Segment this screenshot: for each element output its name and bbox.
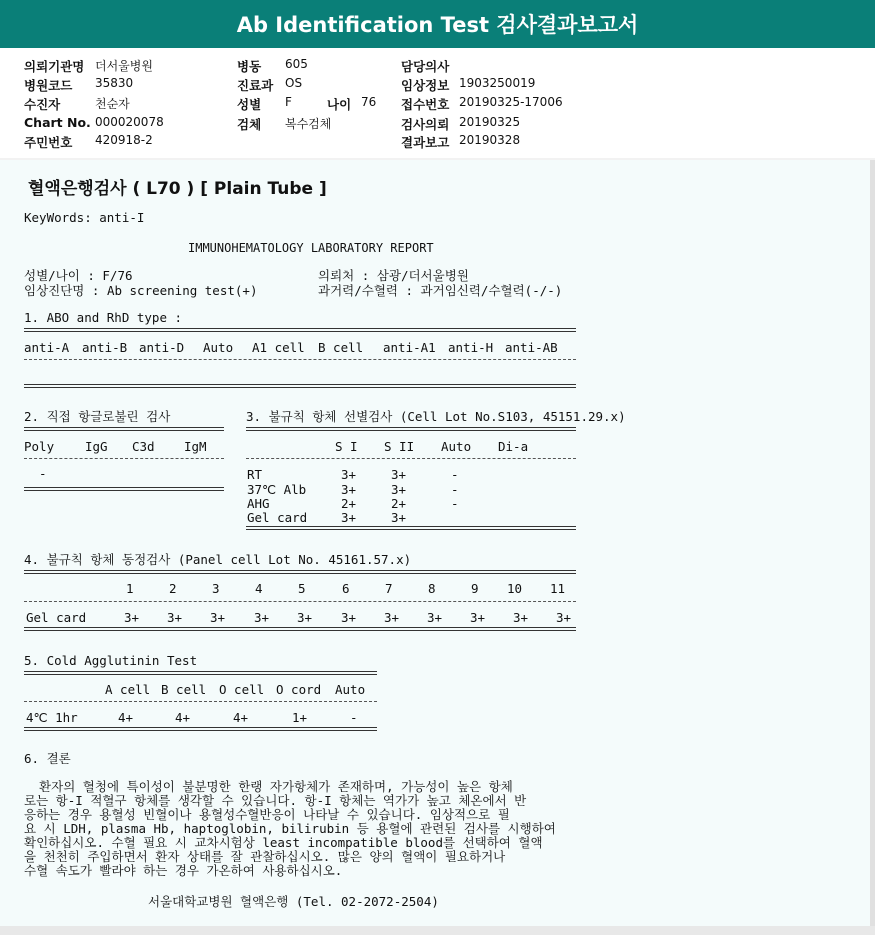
panel-value: 3+ bbox=[427, 610, 443, 625]
panel-row-label: Gel card bbox=[26, 610, 87, 625]
conclusion-line: 응하는 경우 용혈성 빈혈이나 용혈성수혈반응이 나타날 수 있습니다. 임상적으로 필 bbox=[24, 807, 510, 822]
panel-header: 4 bbox=[255, 581, 263, 596]
info-value: 420918-2 bbox=[95, 133, 153, 147]
report-header bbox=[0, 0, 875, 48]
abo-header: A1 cell bbox=[252, 340, 305, 355]
screen-value: - bbox=[451, 496, 459, 511]
info-value: 천순자 bbox=[95, 97, 130, 111]
abo-header: B cell bbox=[318, 340, 364, 355]
dat-header: C3d bbox=[132, 439, 155, 454]
clinical-diagnosis: 임상진단명 : Ab screening test(+) bbox=[24, 283, 258, 298]
cold-header: Auto bbox=[335, 682, 366, 697]
info-value: OS bbox=[285, 76, 303, 90]
dat-header: IgG bbox=[85, 439, 108, 454]
screen-value: 3+ bbox=[391, 467, 407, 482]
panel-header: 1 bbox=[126, 581, 134, 596]
panel-header: 8 bbox=[428, 581, 436, 596]
info-label: 주민번호 bbox=[24, 135, 73, 150]
info-label: 결과보고 bbox=[401, 135, 450, 150]
panel-value: 3+ bbox=[556, 610, 572, 625]
screen-row-label: Gel card bbox=[247, 510, 308, 525]
abo-header: anti-A1 bbox=[383, 340, 436, 355]
section-5-title: 5. Cold Agglutinin Test bbox=[24, 653, 198, 668]
lab-report-title: IMMUNOHEMATOLOGY LABORATORY REPORT bbox=[188, 241, 434, 255]
abo-header: anti-A bbox=[24, 340, 70, 355]
screen-value: 3+ bbox=[341, 467, 357, 482]
report-body bbox=[0, 160, 870, 926]
cold-header: O cell bbox=[219, 682, 265, 697]
screen-row-label: RT bbox=[247, 467, 263, 482]
abo-header: anti-B bbox=[82, 340, 128, 355]
panel-value: 3+ bbox=[341, 610, 357, 625]
info-label: 의뢰기관명 bbox=[24, 59, 85, 74]
cold-value: 4+ bbox=[118, 710, 134, 725]
info-label: 성별 bbox=[237, 97, 262, 112]
info-value: 20190328 bbox=[459, 133, 521, 147]
requester: 의뢰처 : 삼광/더서울병원 bbox=[318, 268, 469, 283]
signature: 서울대학교병원 혈액은행 (Tel. 02-2072-2504) bbox=[148, 894, 439, 909]
sex-age: 성별/나이 : F/76 bbox=[24, 268, 133, 283]
double-rule bbox=[24, 570, 576, 574]
info-value: 000020078 bbox=[95, 115, 164, 129]
section-4-title: 4. 불규칙 항체 동정검사 (Panel cell Lot No. 45161.57.x) bbox=[24, 552, 412, 567]
conclusion-line: 환자의 혈청에 특이성이 불분명한 한랭 자가항체가 존재하며, 가능성이 높은 항체 bbox=[24, 779, 513, 794]
double-rule bbox=[24, 627, 576, 631]
panel-header: 5 bbox=[298, 581, 306, 596]
panel-header: 6 bbox=[342, 581, 350, 596]
info-value: F bbox=[285, 95, 292, 109]
screen-value: 3+ bbox=[391, 482, 407, 497]
panel-value: 3+ bbox=[167, 610, 183, 625]
panel-header: 11 bbox=[550, 581, 566, 596]
screen-header: Di-a bbox=[498, 439, 529, 454]
bottom-bar bbox=[0, 926, 875, 935]
screen-header: S I bbox=[335, 439, 358, 454]
info-label: 병원코드 bbox=[24, 78, 73, 93]
info-label: 접수번호 bbox=[401, 97, 450, 112]
cold-header: O cord bbox=[276, 682, 322, 697]
double-rule bbox=[246, 526, 576, 530]
double-rule bbox=[24, 328, 576, 332]
report-title: 혈액은행검사 ( L70 ) [ Plain Tube ] bbox=[28, 179, 327, 199]
info-label: 진료과 bbox=[237, 78, 274, 93]
info-label: 임상정보 bbox=[401, 78, 450, 93]
conclusion-line: 확인하십시오. 수혈 필요 시 교차시험상 least incompatible blood를 선택하여 혈액 bbox=[24, 835, 543, 850]
info-label: 검체 bbox=[237, 117, 262, 132]
abo-header: Auto bbox=[203, 340, 234, 355]
single-rule bbox=[24, 359, 576, 360]
screen-value: - bbox=[451, 467, 459, 482]
panel-value: 3+ bbox=[124, 610, 140, 625]
double-rule bbox=[24, 487, 224, 491]
double-rule bbox=[24, 427, 224, 431]
info-value: 76 bbox=[361, 95, 377, 109]
page-title: Ab Identification Test 검사결과보고서 bbox=[236, 13, 639, 37]
section-3-title: 3. 불규칙 항체 선별검사 (Cell Lot No.S103, 45151.29.x) bbox=[246, 409, 626, 424]
cold-value: 1+ bbox=[292, 710, 308, 725]
double-rule bbox=[24, 671, 377, 675]
info-value: 더서울병원 bbox=[95, 59, 153, 73]
panel-value: 3+ bbox=[297, 610, 313, 625]
double-rule bbox=[246, 427, 576, 431]
panel-header: 3 bbox=[212, 581, 220, 596]
info-label: 나이 bbox=[327, 97, 352, 112]
single-rule bbox=[24, 601, 576, 602]
single-rule bbox=[246, 458, 576, 459]
page-edge bbox=[870, 160, 875, 926]
section-6-title: 6. 결론 bbox=[24, 751, 71, 766]
info-label: 병동 bbox=[237, 59, 262, 74]
info-label: 검사의뢰 bbox=[401, 117, 450, 132]
conclusion-line: 을 천천히 주입하면서 환자 상태를 잘 관찰하십시오. 많은 양의 혈액이 필요하거나 bbox=[24, 849, 506, 864]
conclusion-line: 요 시 LDH, plasma Hb, haptoglobin, bilirubin 등 용혈에 관련된 검사를 시행하여 bbox=[24, 821, 556, 836]
screen-row-label: 37℃ Alb bbox=[247, 482, 307, 497]
screen-value: - bbox=[451, 482, 459, 497]
screen-value: 3+ bbox=[341, 510, 357, 525]
single-rule bbox=[24, 701, 377, 702]
screen-row-label: AHG bbox=[247, 496, 270, 511]
cold-row-label: 4℃ 1hr bbox=[26, 710, 78, 725]
section-1-title: 1. ABO and RhD type : bbox=[24, 310, 183, 325]
info-label: 담당의사 bbox=[401, 59, 450, 74]
cold-header: B cell bbox=[161, 682, 207, 697]
abo-header: anti-D bbox=[139, 340, 185, 355]
cold-header: A cell bbox=[105, 682, 151, 697]
panel-value: 3+ bbox=[513, 610, 529, 625]
screen-header: S II bbox=[384, 439, 415, 454]
info-value: 복수검체 bbox=[285, 117, 332, 131]
panel-header: 7 bbox=[385, 581, 393, 596]
info-value: 1903250019 bbox=[459, 76, 536, 90]
panel-value: 3+ bbox=[254, 610, 270, 625]
info-label: 수진자 bbox=[24, 97, 61, 112]
cold-value: 4+ bbox=[233, 710, 249, 725]
keywords: KeyWords: anti-I bbox=[24, 210, 145, 225]
info-value: 20190325-17006 bbox=[459, 95, 563, 109]
info-value: 35830 bbox=[95, 76, 134, 90]
screen-value: 3+ bbox=[341, 482, 357, 497]
screen-value: 3+ bbox=[391, 510, 407, 525]
panel-header: 10 bbox=[507, 581, 523, 596]
patient-info-panel bbox=[0, 48, 875, 158]
screen-value: 2+ bbox=[341, 496, 357, 511]
cold-value: 4+ bbox=[175, 710, 191, 725]
info-label: Chart No. bbox=[24, 115, 91, 130]
abo-header: anti-H bbox=[448, 340, 494, 355]
single-rule bbox=[24, 458, 224, 459]
abo-header: anti-AB bbox=[505, 340, 558, 355]
screen-value: 2+ bbox=[391, 496, 407, 511]
section-2-title: 2. 직접 항글로불린 검사 bbox=[24, 409, 171, 424]
panel-header: 2 bbox=[169, 581, 177, 596]
conclusion-line: 로는 항-I 적혈구 항체를 생각할 수 있습니다. 항-I 항체는 역가가 높고 체온에서 반 bbox=[24, 793, 527, 808]
screen-header: Auto bbox=[441, 439, 472, 454]
panel-value: 3+ bbox=[470, 610, 486, 625]
double-rule bbox=[24, 727, 377, 731]
info-value: 20190325 bbox=[459, 115, 521, 129]
transfusion-history: 과거력/수혈력 : 과거임신력/수혈력(-/-) bbox=[318, 283, 563, 298]
panel-header: 9 bbox=[471, 581, 479, 596]
dat-header: Poly bbox=[24, 439, 55, 454]
panel-value: 3+ bbox=[384, 610, 400, 625]
panel-value: 3+ bbox=[210, 610, 226, 625]
info-value: 605 bbox=[285, 57, 308, 71]
dat-value: - bbox=[39, 466, 47, 481]
double-rule bbox=[24, 384, 576, 388]
conclusion-line: 수혈 속도가 빨라야 하는 경우 가온하여 사용하십시오. bbox=[24, 863, 343, 878]
dat-header: IgM bbox=[184, 439, 207, 454]
cold-value: - bbox=[350, 710, 358, 725]
